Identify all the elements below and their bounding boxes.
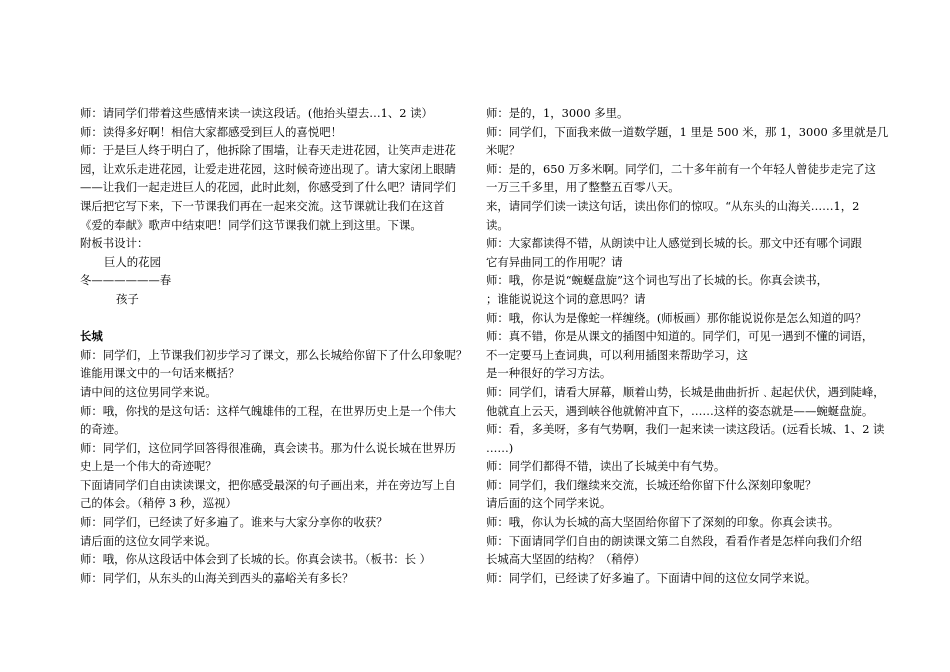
text-line: 一万三千多里，用了整整五百零八天。 bbox=[486, 180, 680, 195]
text-line: 师：哦，你认为长城的高大坚固给你留下了深刻的印象。你真会读书。 bbox=[486, 515, 840, 530]
text-line: 师：哦，你从这段话中体会到了长城的长。你真会读书。（板书：长 ） bbox=[80, 552, 432, 567]
text-line: 史上是一个伟大的奇迹呢？ bbox=[80, 459, 217, 474]
text-line: 他就直上云天，遇到峡谷他就俯冲直下，……这样的姿态就是——蜿蜒盘旋。 bbox=[486, 403, 874, 418]
text-line: 请后面的这位女同学来说。 bbox=[80, 533, 217, 548]
text-line: 《爱的奉献》歌声中结束吧！同学们这节课我们就上到这里。下课。 bbox=[80, 217, 422, 232]
text-line: 园，让欢乐走进花园，让爱走进花园，这时候奇迹出现了。请大家闭上眼睛 bbox=[80, 161, 456, 176]
text-line: 师：同学们，已经读了好多遍了。下面请中间的这位女同学来说。 bbox=[486, 570, 817, 585]
text-line: 师：同学们都得不错，读出了长城美中有气势。 bbox=[486, 459, 726, 474]
text-line: 师：下面请同学们自由的朗读课文第二自然段，看看作者是怎样向我们介绍 bbox=[486, 533, 862, 548]
text-line: 读。 bbox=[486, 217, 509, 232]
text-line: 来，请同学们读一读这句话，读出你们的惊叹。“从东头的山海关……1，2 bbox=[486, 198, 860, 213]
text-line: 师：真不错，你是从课文的插图中知道的。同学们，可见一遇到不懂的词语， bbox=[486, 329, 874, 344]
text-line: ……) bbox=[486, 440, 514, 455]
board-title: 巨人的花园 bbox=[104, 254, 161, 269]
text-line: 谁能用课文中的一句话来概括？ bbox=[80, 366, 240, 381]
text-line: 师：哦，你找的是这句话：这样气魄雄伟的工程，在世界历史上是一个伟大 bbox=[80, 403, 456, 418]
text-line: 米呢？ bbox=[486, 143, 521, 158]
text-line: 师：同学们，上节课我们初步学习了课文，那么长城给你留下了什么印象呢？ bbox=[80, 347, 468, 362]
text-line: 师：大家都读得不错，从朗读中让人感觉到长城的长。那文中还有哪个词跟 bbox=[486, 236, 862, 251]
text-line: 师：是的，650 万多米啊。同学们，二十多年前有一个年轻人曾徒步走完了这 bbox=[486, 161, 876, 176]
text-line: 师：看，多美呀，多有气势啊，我们一起来读一读这段话。(远看长城、1、2 读 bbox=[486, 422, 885, 437]
text-line: 己的体会。（稍停 3 秒，巡视） bbox=[80, 496, 237, 511]
text-line: 师：同学们，已经读了好多遍了。谁来与大家分享你的收获？ bbox=[80, 515, 388, 530]
text-line: 师：哦，你认为是像蛇一样缠绕。(师板画）那你能说说你是怎么知道的吗？ bbox=[486, 310, 867, 325]
text-line: 课后把它写下来，下一节课我们再在一起来交流。这节课就让我们在这首 bbox=[80, 198, 445, 213]
text-line: 师：同学们，请看大屏幕，顺着山势，长城是曲曲折折﹑起起伏伏，遇到陡峰， bbox=[486, 384, 885, 399]
board-child: 孩子 bbox=[116, 291, 139, 306]
text-line: 师：哦，你是说“蜿蜒盘旋”这个词也写出了长城的长。你真会读书， bbox=[486, 273, 828, 288]
text-line: 不一定要马上查词典，可以利用插图来帮助学习，这 bbox=[486, 347, 748, 362]
text-line: 师：同学们，下面我来做一道数学题，1 里是 500 米，那 1，3000 多里就是几 bbox=[486, 124, 889, 139]
board-design bbox=[80, 253, 480, 309]
right-column bbox=[486, 104, 889, 587]
section-heading: 长城 bbox=[80, 329, 103, 344]
board-middle: 冬——————春 bbox=[80, 273, 172, 288]
text-line: 它有异曲同工的作用呢？请 bbox=[486, 254, 623, 269]
text-line: 师：同学们，这位同学回答得很准确，真会读书。那为什么说长城在世界历 bbox=[80, 440, 456, 455]
text-line: 师：请同学们带着这些感情来读一读这段话。(他抬头望去…1、2 读） bbox=[80, 106, 433, 120]
text-line: 请中间的这位男同学来说。 bbox=[80, 384, 217, 399]
text-line: 是一种很好的学习方法。 bbox=[486, 366, 612, 381]
text-line: 的奇迹。 bbox=[80, 422, 126, 437]
text-line: 下面请同学们自由读读课文，把你感受最深的句子画出来，并在旁边写上自 bbox=[80, 477, 456, 492]
text-line: 师：同学们，从东头的山海关到西头的嘉峪关有多长？ bbox=[80, 570, 354, 585]
spacer bbox=[80, 309, 480, 328]
board-design-label: 附板书设计： bbox=[80, 236, 149, 251]
text-line: 师：同学们，我们继续来交流，长城还给你留下什么深刻印象呢？ bbox=[486, 477, 817, 492]
text-line: 师：是的，1，3000 多里。 bbox=[486, 106, 629, 120]
text-line: ；谁能说说这个词的意思吗？请 bbox=[486, 291, 646, 306]
text-line: 请后面的这个同学来说。 bbox=[486, 496, 612, 511]
text-line: 师：读得多好啊！相信大家都感受到巨人的喜悦吧！ bbox=[80, 124, 342, 139]
text-line: 师：于是巨人终于明白了，他拆除了围墙，让春天走进花园，让笑声走进花 bbox=[80, 143, 456, 158]
text-line: 长城高大坚固的结构？（稍停） bbox=[486, 552, 646, 567]
text-line: ——让我们一起走进巨人的花园，此时此刻，你感受到了什么吧？请同学们 bbox=[80, 180, 456, 195]
left-column bbox=[80, 104, 480, 587]
